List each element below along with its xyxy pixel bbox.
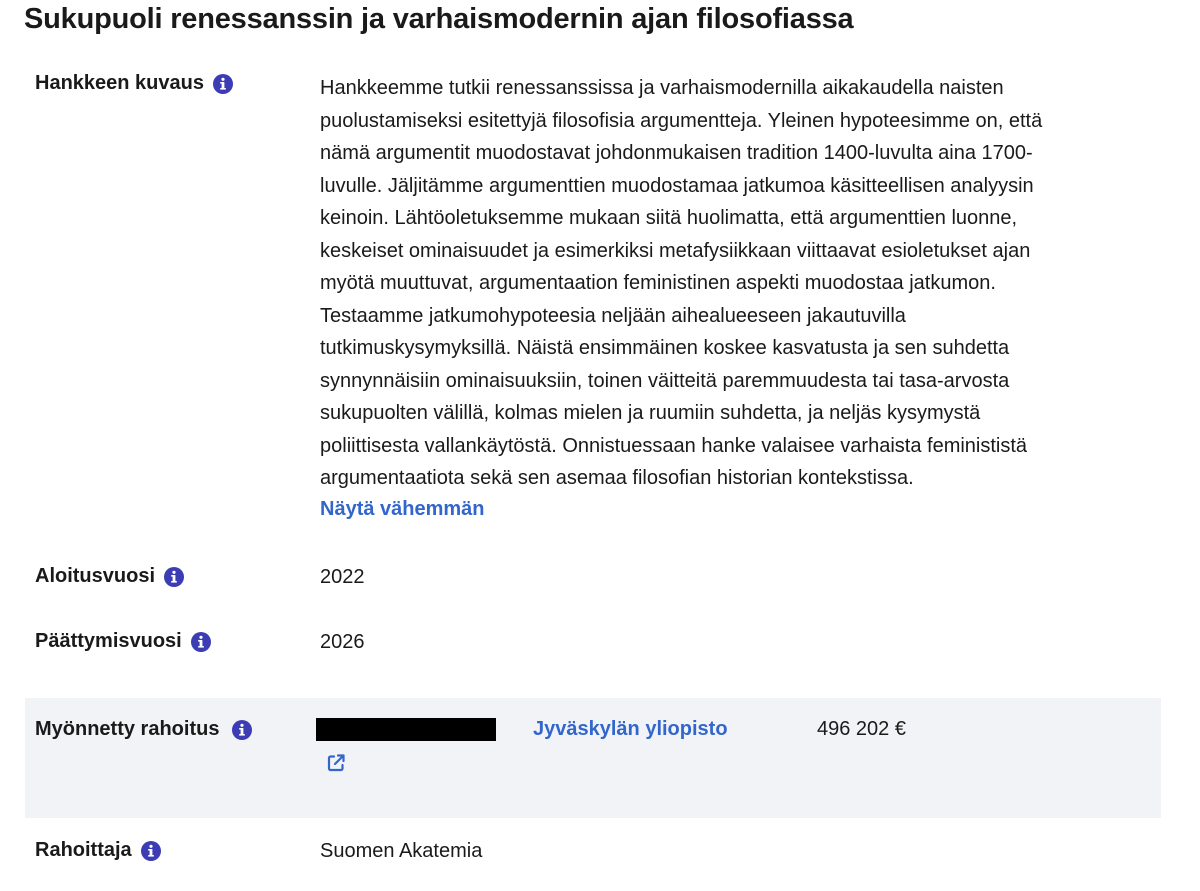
description-line: puolustamiseksi esitettyjä filosofisia argumentteja. Yleinen hypoteesimme on, että [320,109,1043,132]
description-line: myötä muuttuvat, argumentaation feministinen aspekti muodostaa jatkumon. [320,272,996,294]
description-line: keinoin. Lähtöoletuksemme mukaan siitä huolimatta, että argumenttien luonne, [320,207,1018,229]
start-year-value: 2022 [320,566,365,588]
page-title: Sukupuoli renessanssin ja varhaismodernin ajan filosofiassa [24,3,854,35]
info-icon[interactable] [140,840,162,862]
description-label: Hankkeen kuvaus [35,72,204,94]
project-description [320,72,1140,495]
funding-panel [25,698,1161,818]
description-line: keskeiset ominaisuudet ja esimerkiksi metafysiikkaan viittaavat esioletukset ajan [320,239,1031,262]
info-icon[interactable] [190,631,212,653]
start-year-label: Aloitusvuosi [35,565,156,587]
end-year-label: Päättymisvuosi [35,630,182,652]
description-line: poliittisesta vallankäytöstä. Onnistuessaan hanke valaisee varhaista feminististä [320,434,1028,457]
start-year-label-row [35,565,185,588]
funder-label: Rahoittaja [35,839,132,861]
funder-value: Suomen Akatemia [320,840,483,862]
info-icon[interactable] [212,73,234,95]
description-line: Testaamme jatkumohypoteesia neljään aihealueeseen jakautuvilla [320,304,906,327]
description-line: luvulle. Jäljitämme argumenttien muodostamaa jatkumoa käsitteellisen analyysin [320,174,1034,197]
external-link-icon[interactable] [325,752,347,774]
funding-label-row [35,718,253,741]
info-icon[interactable] [163,566,185,588]
description-line: tutkimuskysymyksillä. Näistä ensimmäinen koskee kasvatusta ja sen suhdetta [320,337,1010,359]
show-less-link[interactable]: Näytä vähemmän [320,498,485,520]
description-line: Hankkeemme tutkii renessanssissa ja varhaismodernilla aikakaudella naisten [320,77,1004,99]
description-line: sukupuolten välillä, kolmas mielen ja ruumiin suhdetta, ja neljäs kysymystä [320,402,981,424]
funding-label: Myönnetty rahoitus [35,718,220,740]
info-icon[interactable] [231,719,253,741]
end-year-value: 2026 [320,631,365,653]
description-line: argumentaatiota sekä sen asemaa filosofian historian kontekstissa. [320,467,914,489]
description-line: synnynnäisiin ominaisuuksiin, toinen väitteitä paremmuudesta tai tasa-arvosta [320,369,1010,392]
redacted-recipient-name [316,718,496,741]
funding-amount: 496 202 € [817,718,906,740]
organization-link[interactable]: Jyväskylän yliopisto [533,718,728,740]
description-label-row [35,72,234,95]
funder-label-row [35,839,162,862]
description-line: nämä argumentit muodostavat johdonmukaisen tradition 1400-luvulta aina 1700- [320,142,1033,164]
end-year-label-row [35,630,212,653]
